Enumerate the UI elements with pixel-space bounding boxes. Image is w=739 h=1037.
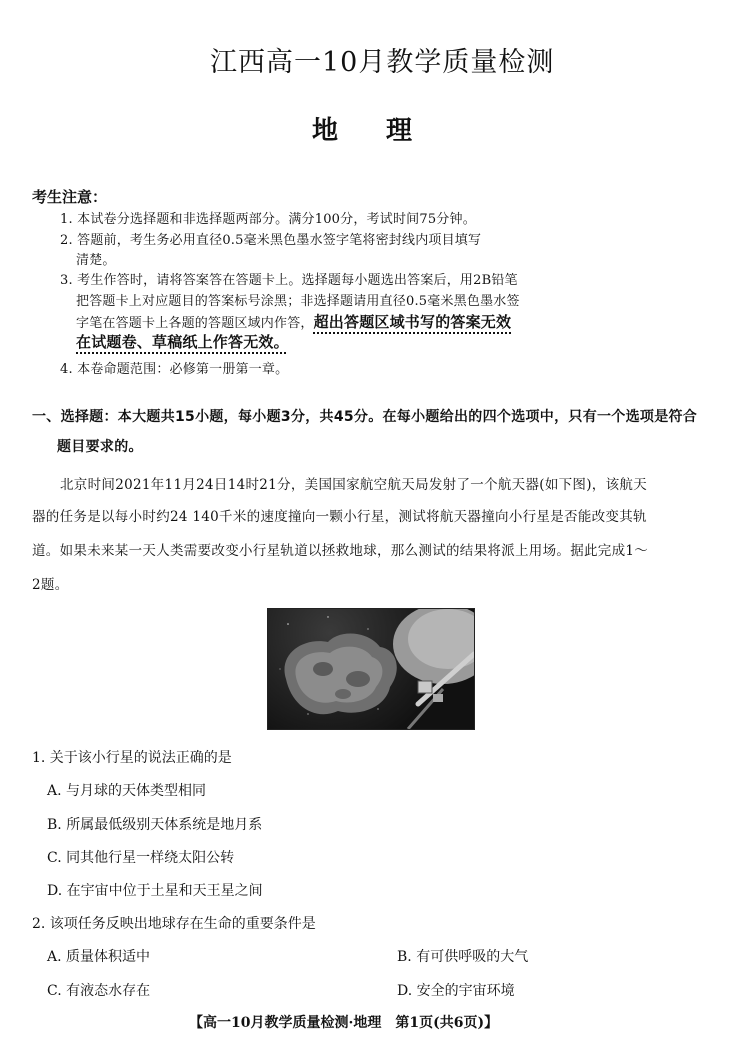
notice-item-3-cont3: [76, 331, 289, 352]
question-1-option-a: A. 与月球的天体类型相同: [47, 783, 207, 799]
question-2-stem: 2. 该项任务反映出地球存在生命的重要条件是: [32, 916, 316, 932]
notice-item-1: 1. 本试卷分选择题和非选择题两部分。满分100分，考试时间75分钟。: [60, 212, 476, 227]
question-2-option-a: A. 质量体积适中: [47, 949, 151, 965]
question-1-stem: 1. 关于该小行星的说法正确的是: [32, 750, 232, 766]
passage-line-4: 2题。: [32, 577, 69, 593]
notice-heading: 考生注意：: [32, 188, 108, 206]
notice-item-3: 3. 考生作答时，请将答案答在答题卡上。选择题每小题选出答案后，用2B铅笔: [60, 273, 518, 288]
question-1-option-d: D. 在宇宙中位于土星和天王星之间: [47, 883, 263, 899]
subject-char-2: 理: [386, 116, 413, 146]
exam-title: 江西高一10月教学质量检测: [210, 47, 555, 78]
page-footer: 【高一10月教学质量检测·地理 第1页(共6页)】: [189, 1015, 499, 1031]
passage-line-1: 北京时间2021年11月24日14时21分，美国国家航空航天局发射了一个航天器(如下图)，该航天: [60, 477, 648, 493]
notice-emphasis-2: 在试题卷、草稿纸上作答无效。: [76, 333, 289, 351]
notice-item-3-cont1: 把答题卡上对应题目的答案标号涂黑；非选择题请用直径0.5毫米黑色墨水签: [76, 294, 520, 309]
question-2-option-c: C. 有液态水存在: [47, 983, 151, 999]
asteroid-illustration: [268, 609, 474, 729]
subject-char-1: 地: [312, 116, 339, 146]
question-1-option-b: B. 所属最低级别天体系统是地月系: [47, 817, 263, 833]
notice-item-2-cont: 清楚。: [76, 253, 116, 268]
subject-title: [312, 110, 412, 147]
question-1-option-c: C. 同其他行星一样绕太阳公转: [47, 850, 235, 866]
notice-item-4: 4. 本卷命题范围：必修第一册第一章。: [60, 362, 289, 377]
notice-item-2: 2. 答题前，考生务必用直径0.5毫米黑色墨水签字笔将密封线内项目填写: [60, 233, 482, 248]
notice-emphasis-1: 超出答题区域书写的答案无效: [313, 313, 512, 331]
question-2-option-d: D. 安全的宇宙环境: [397, 983, 515, 999]
asteroid-spacecraft-image: [267, 608, 475, 730]
question-2-option-b: B. 有可供呼吸的大气: [397, 949, 529, 965]
passage-line-2: 器的任务是以每小时约24 140千米的速度撞向一颗小行星，测试将航天器撞向小行星是否能改变其轨: [32, 509, 647, 525]
section-heading-cont: 题目要求的。: [57, 439, 143, 455]
section-heading: 一、选择题：本大题共15小题，每小题3分，共45分。在每小题给出的四个选项中，只有一个选项是符合: [32, 409, 698, 425]
notice-item-3-text: 字笔在答题卡上各题的答题区域内作答，: [76, 316, 314, 331]
passage-line-3: 道。如果未来某一天人类需要改变小行星轨道以拯救地球，那么测试的结果将派上用场。据此完成1～: [32, 543, 649, 559]
notice-item-3-cont2: [76, 311, 511, 332]
